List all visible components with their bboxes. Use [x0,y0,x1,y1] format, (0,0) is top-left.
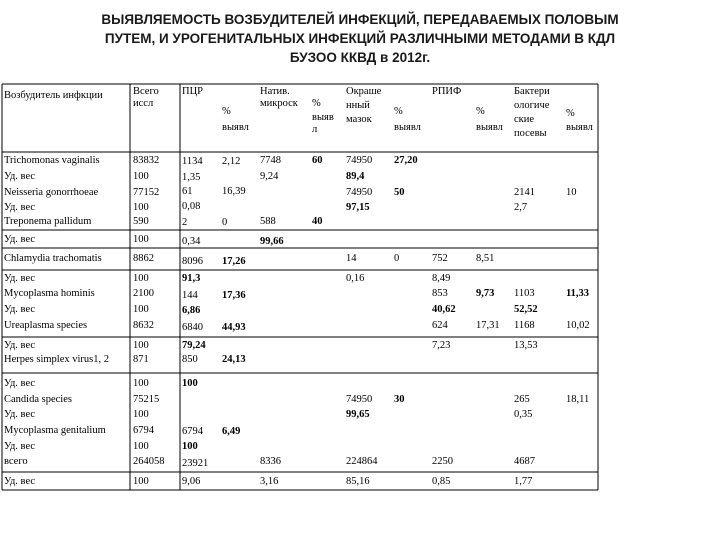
row-label-ud-ves: Уд. вес [4,273,36,284]
cell-total: 100 [133,202,149,213]
cell-pct-bact: 11,33 [566,288,590,299]
cell-pcr: 23921 [182,458,209,469]
cell-stained: 74950 [346,394,373,405]
cell-total: 8632 [133,320,154,331]
cell-stained: 74950 [346,187,373,198]
cell-stained: 224864 [346,456,378,467]
cell-total: 871 [133,354,149,365]
row-label-ud-ves: Уд. вес [4,340,36,351]
cell-pct-native: 40 [312,216,323,227]
header-total-2: иссл [133,98,154,109]
header-pct4-2: выявл [476,122,503,133]
cell-pct-native: 99,66 [260,236,284,247]
row-label-ud-ves: Уд. вес [4,234,36,245]
cell-stained: 99,65 [346,409,370,420]
header-native-1: Натив. [260,86,290,97]
title-line-3: БУЗОО ККВД в 2012г. [289,50,431,65]
cell-total: 100 [133,273,149,284]
cell-pct-bact: 10 [566,187,577,198]
cell-pcr: 91,3 [182,273,201,284]
cell-pcr: 0,08 [182,201,201,212]
header-total-1: Всего [133,86,159,97]
row-label-candida: Candida species [4,394,72,405]
row-label-ud-ves: Уд. вес [4,441,36,452]
cell-pct-pcr: 24,13 [222,354,246,365]
row-label-trichomonas: Trichomonas vaginalis [4,155,100,166]
row-label-ud-ves: Уд. вес [4,409,36,420]
cell-pcr: 79,24 [182,340,206,351]
cell-total: 100 [133,441,149,452]
cell-pct-stained: 30 [394,394,405,405]
cell-native: 8336 [260,456,281,467]
cell-rpif: 40,62 [432,304,456,315]
cell-pcr: 850 [182,354,198,365]
header-bact-4: посевы [514,128,547,139]
cell-pcr: 1,35 [182,172,201,183]
header-pct5-2: выявл [566,122,593,133]
cell-rpif: 8,49 [432,273,451,284]
cell-rpif: 0,85 [432,476,451,487]
cell-pct-pcr: 2,12 [222,156,241,167]
cell-bact: 1168 [514,320,535,331]
cell-pct-pcr: 44,93 [222,322,246,333]
cell-stained: 85,16 [346,476,370,487]
cell-rpif: 853 [432,288,448,299]
cell-pcr: 6794 [182,426,203,437]
cell-pct-pcr: 17,36 [222,290,246,301]
cell-pcr: 2 [182,217,188,228]
cell-native: 7748 [260,155,281,166]
header-pct3-2: выявл [394,122,421,133]
cell-pct-rpif: 9,73 [476,288,495,299]
cell-total: 100 [133,234,149,245]
cell-total: 6794 [133,425,154,436]
row-label-ureaplasma: Ureaplasma species [4,320,88,331]
row-label-ud-ves: Уд. вес [4,304,36,315]
row-label-total: всего [4,456,28,467]
header-bact-1: Бактери [514,86,550,97]
title-line-1: ВЫЯВЛЯЕМОСТЬ ВОЗБУДИТЕЛЕЙ ИНФЕКЦИЙ, ПЕРЕДАВАЕМЫХ ПОЛОВЫМ [101,12,619,27]
cell-pct-pcr: 6,49 [222,426,241,437]
cell-total: 100 [133,340,149,351]
cell-pct-stained: 27,20 [394,155,418,166]
cell-pct-pcr: 17,26 [222,256,246,267]
cell-rpif: 2250 [432,456,453,467]
row-label-mycoplasma-hominis: Mycoplasma hominis [4,288,95,299]
cell-pct-rpif: 17,31 [476,320,500,331]
cell-pcr: 8096 [182,256,203,267]
row-label-ud-ves: Уд. вес [4,202,36,213]
cell-rpif: 624 [432,320,448,331]
cell-pct-bact: 10,02 [566,320,590,331]
cell-pcr: 100 [182,441,198,452]
row-label-ud-ves: Уд. вес [4,476,36,487]
header-pct1-2: выявл [222,122,249,133]
cell-native: 588 [260,216,276,227]
cell-total: 2100 [133,288,154,299]
cell-total: 100 [133,476,149,487]
cell-total: 100 [133,304,149,315]
cell-bact: 4687 [514,456,535,467]
row-label-ud-ves: Уд. вес [4,171,36,182]
cell-total: 8862 [133,253,154,264]
cell-pcr: 144 [182,290,198,301]
cell-bact: 13,53 [514,340,538,351]
cell-stained: 74950 [346,155,373,166]
header-pcr: ПЦР [182,86,204,97]
cell-total: 100 [133,171,149,182]
header-bact-3: ские [514,114,535,125]
cell-total: 264058 [133,456,165,467]
cell-pct-pcr: 16,39 [222,186,246,197]
cell-stained: 14 [346,253,357,264]
header-pathogen: Возбудитель инфкции [4,90,103,101]
cell-pct-bact: 18,11 [566,394,590,405]
header-pct2-2: выяв [312,112,334,123]
cell-pcr: 100 [182,378,198,389]
cell-bact: 1,77 [514,476,533,487]
row-label-ud-ves: Уд. вес [4,378,36,389]
cell-total: 83832 [133,155,160,166]
header-pct2-1: % [312,98,321,109]
cell-pcr: 9,06 [182,476,201,487]
cell-pct-stained: 0 [394,253,400,264]
cell-bact: 2141 [514,187,535,198]
cell-pcr: 6,86 [182,305,201,316]
cell-total: 75215 [133,394,160,405]
title-line-2: ПУТЕМ, И УРОГЕНИТАЛЬНЫХ ИНФЕКЦИЙ РАЗЛИЧНЫМИ МЕТОДАМИ В КДЛ [104,31,616,46]
cell-total: 590 [133,216,149,227]
header-pct4-1: % [476,106,485,117]
cell-pct-stained: 50 [394,187,405,198]
cell-bact: 2,7 [514,202,528,213]
row-label-herpes: Herpes simplex virus1, 2 [4,354,109,365]
cell-native: 9,24 [260,171,279,182]
header-rpif: РПИФ [432,86,462,97]
row-label-chlamydia: Chlamydia trachomatis [4,253,102,264]
cell-bact: 52,52 [514,304,538,315]
cell-total: 77152 [133,187,160,198]
row-label-treponema: Treponema pallidum [4,216,92,227]
cell-bact: 265 [514,394,530,405]
cell-pct-native: 60 [312,155,323,166]
cell-rpif: 752 [432,253,448,264]
cell-stained: 97,15 [346,202,370,213]
header-stained-1: Окраше [346,86,382,97]
cell-pct-pcr: 0 [222,217,228,228]
cell-rpif: 7,23 [432,340,451,351]
header-bact-2: ологиче [514,100,550,111]
cell-pcr: 1134 [182,156,203,167]
cell-pcr: 0,34 [182,236,201,247]
cell-stained: 89,4 [346,171,365,182]
row-label-mycoplasma-genitalium: Mycoplasma genitalium [4,425,106,436]
header-stained-3: мазок [346,114,372,125]
header-pct3-1: % [394,106,403,117]
row-label-neisseria: Neisseria gonorrhoeae [4,187,99,198]
header-pct5-1: % [566,108,575,119]
cell-bact: 1103 [514,288,535,299]
cell-pct-rpif: 8,51 [476,253,495,264]
header-pct2-3: л [312,124,318,135]
cell-pcr: 6840 [182,322,203,333]
cell-native: 3,16 [260,476,279,487]
cell-stained: 0,16 [346,273,365,284]
header-stained-2: нный [346,100,370,111]
header-native-2: микроск [260,98,298,109]
cell-bact: 0,35 [514,409,533,420]
header-pct1-1: % [222,106,231,117]
cell-total: 100 [133,409,149,420]
cell-pcr: 61 [182,186,193,197]
cell-total: 100 [133,378,149,389]
